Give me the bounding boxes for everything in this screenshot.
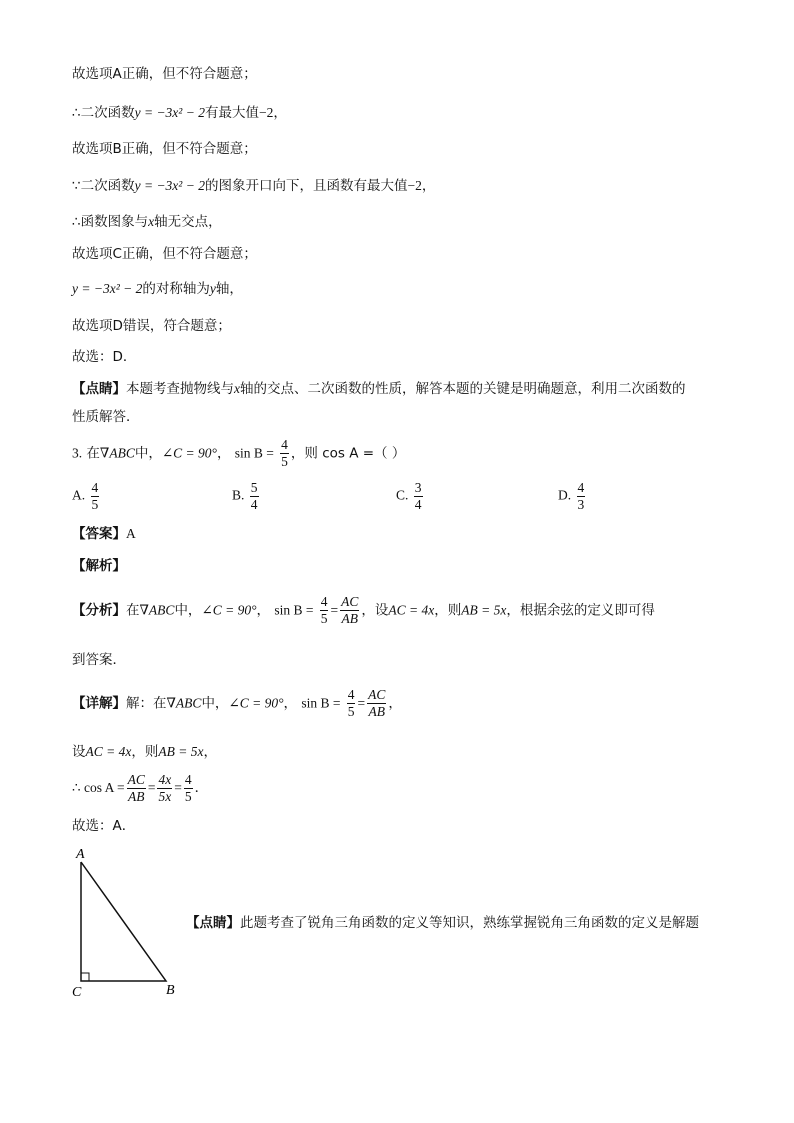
- text-fragment: 中，: [134, 445, 162, 462]
- fraction: [280, 437, 289, 470]
- text-fragment: 轴的交点、二次函数的性质，解答本题的关键是明确题意，利用二次函数的: [240, 381, 686, 397]
- fraction: [127, 772, 146, 805]
- analysis-tag: 【解析】: [72, 558, 126, 574]
- vertex-a-label: A: [76, 847, 85, 862]
- numerator: 4: [281, 437, 288, 452]
- question-ask: ，则 cos A =（ ）: [290, 445, 406, 462]
- fraction: [414, 480, 423, 513]
- denominator: AB: [341, 611, 358, 626]
- text-fragment: 有最大值: [204, 105, 259, 121]
- option-label: A.: [72, 487, 86, 503]
- solution-line-9: 故选：D．: [72, 349, 137, 365]
- answer-tag: 【答案】: [72, 526, 126, 542]
- text-fragment: 中，: [174, 602, 202, 619]
- question-number: 3.: [72, 445, 83, 461]
- fenxi-tag: 【分析】: [72, 602, 126, 619]
- fraction: [347, 687, 356, 720]
- max-value: −2: [407, 178, 422, 193]
- solution-line-6: 故选项C正确，但不符合题意；: [72, 246, 257, 262]
- option-b[interactable]: [232, 480, 261, 513]
- answer-line: [72, 524, 136, 544]
- cos-a: ∴ cos A =: [72, 780, 125, 795]
- text-fragment: 的对称轴为: [142, 281, 210, 297]
- solution-line-3: 故选项B正确，但不符合题意；: [72, 141, 257, 157]
- numerator: 3: [414, 480, 422, 495]
- text-fragment: ，根据余弦的定义即可得: [506, 602, 655, 619]
- fraction: [320, 594, 329, 627]
- y-variable: y: [209, 281, 216, 296]
- option-label: B.: [232, 487, 245, 503]
- ac-equation: AC = 4x: [85, 744, 132, 759]
- fenxi-line-2: 到答案．: [72, 652, 126, 668]
- fraction: [250, 480, 259, 513]
- numerator: AC: [341, 594, 359, 609]
- text-fragment: ，设: [361, 602, 389, 619]
- quadratic-expression: y = −3x² − 2: [72, 281, 143, 296]
- numerator: AC: [368, 687, 386, 702]
- vertex-b-label: B: [166, 983, 175, 998]
- sin-b: sin B =: [234, 445, 274, 461]
- text-fragment: 中，: [201, 695, 229, 712]
- xiangjie-line-2: 设AC = 4x，则AB = 5x，: [72, 744, 217, 760]
- right-triangle-figure: [64, 842, 194, 1002]
- numerator: 5: [250, 480, 258, 495]
- fraction: [157, 772, 172, 805]
- denominator: 5: [184, 788, 192, 804]
- ac-equation: AC = 4x: [388, 602, 435, 618]
- angle-c: ∠C = 90°: [228, 695, 284, 711]
- numerator: 4x: [158, 771, 172, 787]
- xiangjie-conclusion: 故选：A．: [72, 818, 136, 834]
- numerator: 4: [91, 480, 99, 495]
- denominator: AB: [368, 704, 385, 719]
- triangle-name: ∇ABC: [99, 445, 135, 461]
- ab-equation: AB = 5x: [461, 602, 507, 618]
- angle-c: ∠C = 90°: [201, 602, 257, 618]
- text-fragment: 轴无交点，: [154, 214, 222, 230]
- xiangjie-tag: 【详解】: [72, 695, 126, 712]
- text-fragment: 的图象开口向下，且函数有最大值: [204, 178, 408, 194]
- text-fragment: 解：在: [126, 695, 167, 712]
- denominator: 5: [281, 454, 288, 469]
- text-fragment: 本题考查抛物线与: [126, 381, 234, 397]
- option-label: D.: [558, 487, 572, 503]
- fraction: [340, 594, 359, 627]
- triangle-name: ∇ABC: [166, 695, 202, 711]
- text-fragment: 轴，: [215, 281, 243, 297]
- x-variable: x: [234, 381, 240, 396]
- option-d[interactable]: [558, 480, 587, 513]
- right-angle-marker: [81, 973, 89, 981]
- text-fragment: 在: [86, 445, 100, 462]
- solution-line-2: ∴二次函数y = −3x² − 2有最大值−2，: [72, 105, 287, 121]
- dianjing-tag: 【点睛】: [186, 915, 240, 931]
- sin-b: sin B =: [274, 602, 314, 618]
- denominator: 4: [250, 497, 258, 512]
- fenxi-line-1: 【分析】在∇ABC中，∠C = 90°， sin B = $\frac{4}{5}$ = $\frac{AC}{AB}$ ，设AC = 4x，则AB = 5x，根据余弦的定义即可得: [72, 594, 655, 626]
- sin-b: sin B =: [301, 695, 341, 711]
- text-fragment: 此题考查了锐角三角函数的定义等知识，熟练掌握锐角三角函数的定义是解题: [240, 915, 699, 931]
- fraction: [367, 687, 386, 720]
- fraction: [184, 772, 193, 805]
- numerator: 4: [347, 687, 355, 702]
- vertex-c-label: C: [72, 985, 82, 1000]
- text-fragment: 设: [72, 744, 86, 760]
- denominator: 5: [320, 611, 328, 626]
- comment-tag: 【点睛】: [72, 381, 126, 397]
- denominator: 5x: [158, 788, 172, 804]
- text-fragment: ，则: [434, 602, 462, 619]
- comment-line-1: [72, 379, 686, 399]
- fraction: [91, 480, 100, 513]
- quadratic-expression: y = −3x² − 2: [134, 105, 205, 120]
- text-fragment: ∵二次函数: [72, 178, 135, 194]
- quadratic-expression: y = −3x² − 2: [134, 178, 205, 193]
- triangle-name: ∇ABC: [139, 602, 175, 618]
- triangle-outline: [81, 862, 166, 981]
- numerator: 4: [184, 771, 192, 787]
- denominator: 5: [91, 497, 99, 512]
- solution-line-5: [72, 212, 222, 232]
- solution-line-4: ∵二次函数y = −3x² − 2的图象开口向下，且函数有最大值−2，: [72, 178, 436, 194]
- text-fragment: 在: [126, 602, 140, 619]
- denominator: 5: [347, 704, 355, 719]
- x-variable: x: [148, 214, 155, 229]
- comment-line-2: 性质解答．: [72, 409, 140, 425]
- text-fragment: ，则: [131, 744, 159, 760]
- fraction: [577, 480, 586, 513]
- numerator: AC: [127, 771, 145, 787]
- option-a[interactable]: [72, 480, 101, 513]
- max-value: −2: [258, 105, 274, 120]
- solution-line-1: 故选项A正确，但不符合题意；: [72, 66, 257, 82]
- text-fragment: ∴二次函数: [72, 105, 135, 121]
- xiangjie-line-1: 【详解】解：在∇ABC中，∠C = 90°， sin B = $\frac{4}{5}$ = $\frac{AC}{AB}$ ，: [72, 687, 402, 719]
- option-label: C.: [396, 487, 409, 503]
- numerator: 4: [577, 480, 585, 495]
- ab-equation: AB = 5x: [158, 744, 204, 759]
- denominator: 4: [414, 497, 422, 512]
- xiangjie-line-3: ∴ cos A = $\frac{AC}{AB}$ = $\frac{4x}{5x}$ = $\frac{4}{5}$ ．: [72, 771, 209, 804]
- denominator: AB: [127, 788, 145, 804]
- text-fragment: ∴函数图象与: [72, 214, 149, 230]
- option-c[interactable]: [396, 480, 425, 513]
- dianjing-line: [186, 913, 699, 933]
- angle-c: ∠C = 90°: [161, 445, 217, 461]
- question-3-stem: 3. 在∇ABC中，∠C = 90°， sin B = $\frac{4}{5}$ ，则 cos A =（ ）: [72, 437, 406, 469]
- solution-line-7: [72, 279, 243, 299]
- denominator: 3: [577, 497, 585, 512]
- solution-line-8: 故选项D错误，符合题意；: [72, 318, 231, 334]
- answer-value: A: [126, 526, 136, 541]
- numerator: 4: [320, 594, 328, 609]
